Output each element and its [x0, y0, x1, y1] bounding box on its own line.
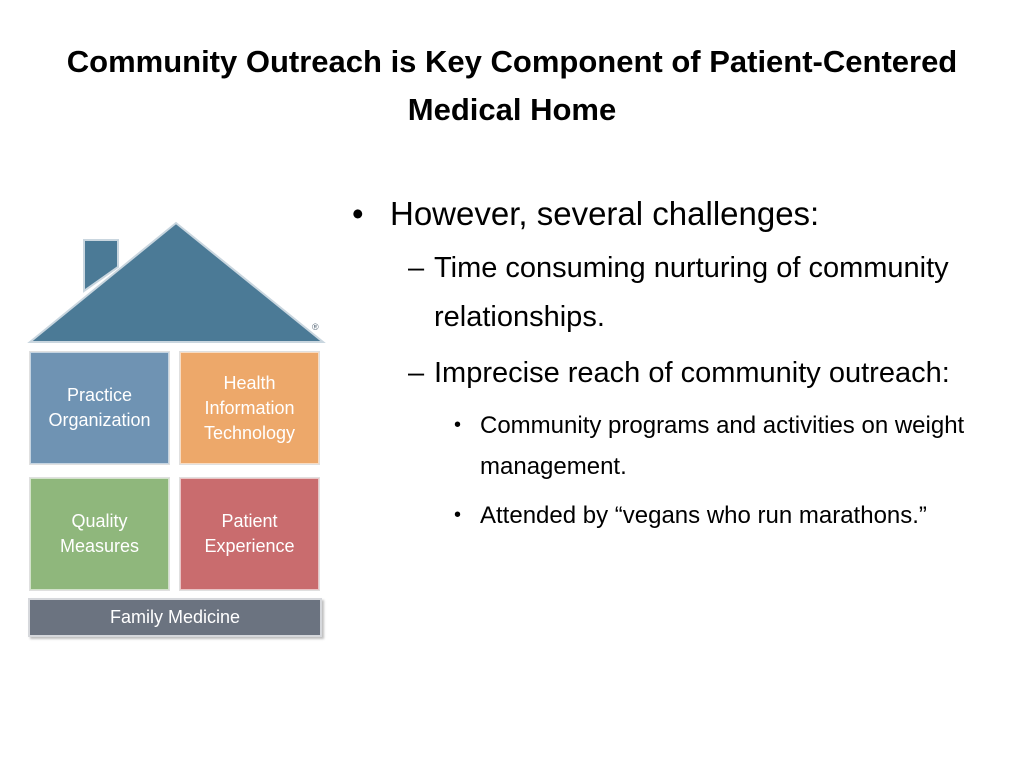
bullet-subsub-2	[352, 495, 992, 536]
tile-text: Measures	[59, 536, 140, 556]
tile-text: Health	[223, 372, 276, 393]
roof-shape	[30, 223, 323, 342]
bullet-content	[352, 190, 992, 544]
tile-text: Technology	[203, 422, 296, 443]
bullet-dot-icon: •	[352, 195, 364, 232]
bullet-dash-icon: –	[408, 357, 425, 389]
bullet-subsub-1	[352, 405, 992, 487]
bullet-text: Time consuming nurturing of community relationships.	[434, 252, 949, 333]
bullet-sub-2	[352, 349, 992, 398]
slide-title: Community Outreach is Key Component of Patient-Centered Medical Home	[66, 44, 958, 127]
bullet-text: Imprecise reach of community outreach:	[434, 357, 950, 389]
medical-home-graphic	[26, 218, 328, 643]
registered-mark: ®	[312, 322, 319, 332]
tile-health-information-technology	[180, 352, 319, 464]
tile-text: Patient	[221, 511, 278, 531]
tile-text: Experience	[204, 536, 295, 556]
tile-text: Quality	[71, 511, 128, 531]
tile-text: Information	[204, 397, 295, 418]
bullet-sub-1	[352, 244, 992, 342]
tile-text: Practice	[66, 385, 133, 405]
bullet-dot-icon: •	[454, 504, 462, 526]
bullet-text: However, several challenges:	[390, 195, 820, 232]
bullet-main	[352, 190, 992, 238]
tile-text: Family Medicine	[109, 607, 241, 627]
bullet-text: Attended by “vegans who run marathons.”	[480, 502, 927, 529]
tile-quality-measures	[30, 478, 169, 590]
tile-patient-experience	[180, 478, 319, 590]
tile-family-medicine	[28, 598, 322, 637]
bullet-dot-icon: •	[454, 414, 462, 436]
house-roof	[26, 218, 328, 348]
tile-text: Organization	[48, 410, 151, 430]
tile-practice-organization	[30, 352, 169, 464]
bullet-list	[352, 190, 992, 536]
bullet-dash-icon: –	[408, 252, 425, 284]
bullet-text: Community programs and activities on weight management.	[480, 412, 965, 480]
